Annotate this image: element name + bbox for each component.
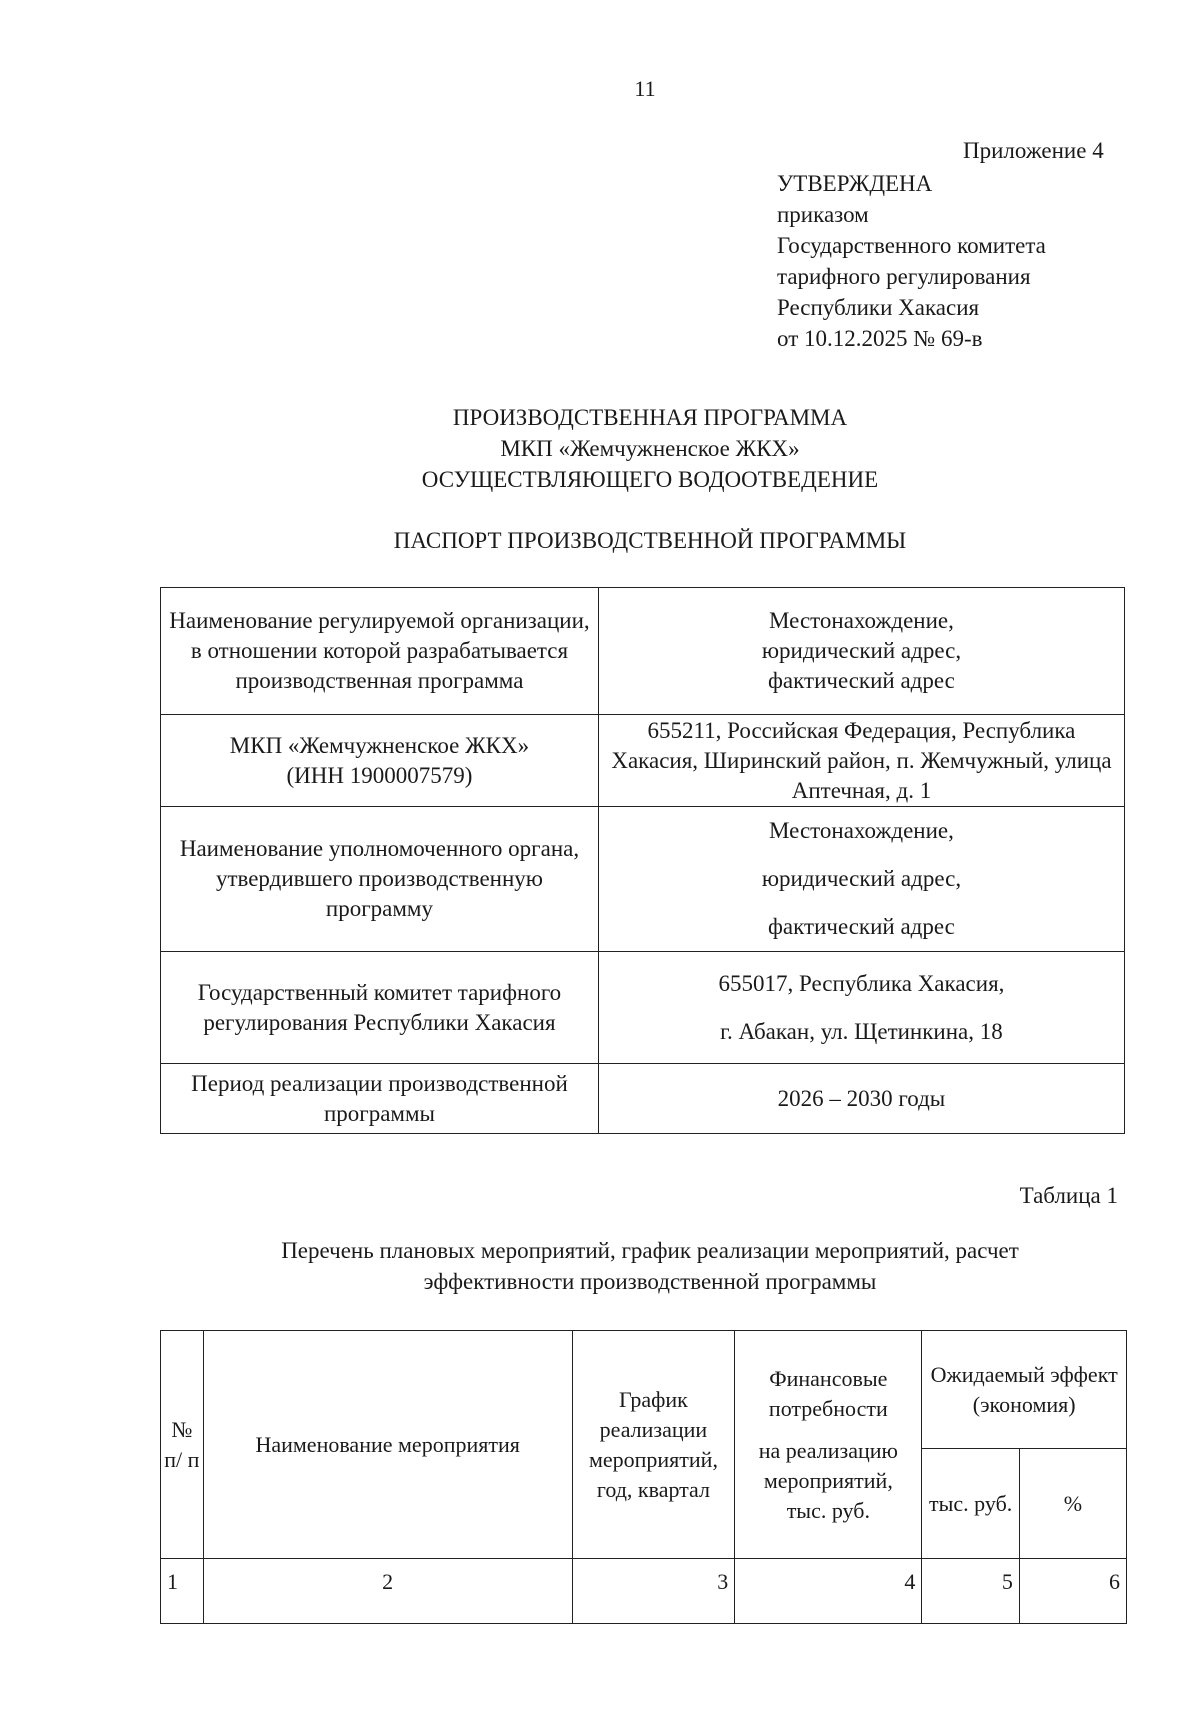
cell-line: Финансовые потребности: [768, 1365, 888, 1421]
passport-table: [160, 587, 1125, 1134]
passport-cell: Наименование регулируемой организации, в отношении которой разрабатывается производственная программа: [161, 588, 599, 715]
approval-line: тарифного регулирования: [777, 264, 1031, 289]
list-title: [200, 1235, 1100, 1297]
header-cell-num: № п/ п: [161, 1331, 204, 1559]
cell-line: на реализацию мероприятий, тыс. руб.: [758, 1437, 898, 1523]
cell-line: Местонахождение,: [769, 818, 954, 843]
approval-line: от 10.12.2025 № 69-в: [777, 326, 983, 351]
cell-line: юридический адрес,: [761, 638, 962, 663]
table-row: [161, 1331, 1127, 1449]
approval-line: УТВЕРЖДЕНА: [777, 171, 933, 196]
header-cell-name: Наименование мероприятия: [203, 1331, 572, 1559]
cell-line: юридический адрес,: [761, 866, 962, 891]
col-number-cell: 1: [161, 1559, 204, 1624]
col-number-cell: 4: [735, 1559, 922, 1624]
title-line: ОСУЩЕСТВЛЯЮЩЕГО ВОДООТВЕДЕНИЕ: [421, 467, 879, 492]
passport-cell: Государственный комитет тарифного регулирования Республики Хакасия: [161, 952, 599, 1064]
col-number-cell: 5: [922, 1559, 1019, 1624]
cell-line: МКП «Жемчужненское ЖКХ»: [229, 732, 530, 758]
table-row: [161, 715, 1125, 807]
appendix-label: Приложение 4: [963, 138, 1104, 163]
passport-cell: Наименование уполномоченного органа, утвердившего производственную программу: [161, 807, 599, 952]
table-label: Таблица 1: [1019, 1183, 1118, 1208]
table-row: [161, 1064, 1125, 1134]
title-line: МКП «Жемчужненское ЖКХ»: [500, 436, 800, 461]
header-cell-pct: %: [1019, 1449, 1126, 1559]
table-row: [161, 807, 1125, 952]
passport-cell: [598, 952, 1124, 1064]
header-cell-finance: [735, 1331, 922, 1559]
list-title-line: эффективности производственной программы: [423, 1269, 877, 1294]
approval-line: приказом: [777, 202, 869, 227]
page-number: 11: [634, 76, 656, 101]
passport-cell: [161, 715, 599, 807]
cell-line: Местонахождение,: [769, 608, 954, 633]
col-number-cell: 6: [1019, 1559, 1126, 1624]
table-row: [161, 952, 1125, 1064]
header-cell-effect: Ожидаемый эффект (экономия): [922, 1331, 1127, 1449]
cell-line: 655017, Республика Хакасия,: [718, 970, 1005, 996]
passport-title: ПАСПОРТ ПРОИЗВОДСТВЕННОЙ ПРОГРАММЫ: [393, 528, 907, 553]
col-number-cell: 3: [572, 1559, 735, 1624]
approval-line: Республики Хакасия: [777, 295, 980, 320]
approval-block: [777, 168, 1046, 354]
passport-cell: Период реализации производственной программы: [161, 1064, 599, 1134]
program-title: [340, 402, 960, 495]
passport-cell: [598, 588, 1124, 715]
header-cell-thous: тыс. руб.: [922, 1449, 1019, 1559]
table-row: [161, 588, 1125, 715]
cell-line: г. Абакан, ул. Щетинкина, 18: [720, 1018, 1003, 1044]
title-line: ПРОИЗВОДСТВЕННАЯ ПРОГРАММА: [452, 405, 848, 430]
header-cell-schedule: График реализации мероприятий, год, квартал: [572, 1331, 735, 1559]
cell-line: фактический адрес: [768, 668, 955, 693]
passport-cell: [598, 807, 1124, 952]
list-title-line: Перечень плановых мероприятий, график реализации мероприятий, расчет: [281, 1238, 1019, 1263]
col-number-cell: 2: [203, 1559, 572, 1624]
passport-cell: 2026 – 2030 годы: [598, 1064, 1124, 1134]
passport-cell: 655211, Российская Федерация, Республика Хакасия, Ширинский район, п. Жемчужный, улица Аптечная, д. 1: [598, 715, 1124, 807]
cell-line: фактический адрес: [768, 914, 955, 939]
events-table: [160, 1330, 1127, 1624]
table-row: [161, 1559, 1127, 1624]
approval-line: Государственного комитета: [777, 233, 1046, 258]
cell-line: (ИНН 1900007579): [286, 762, 473, 788]
